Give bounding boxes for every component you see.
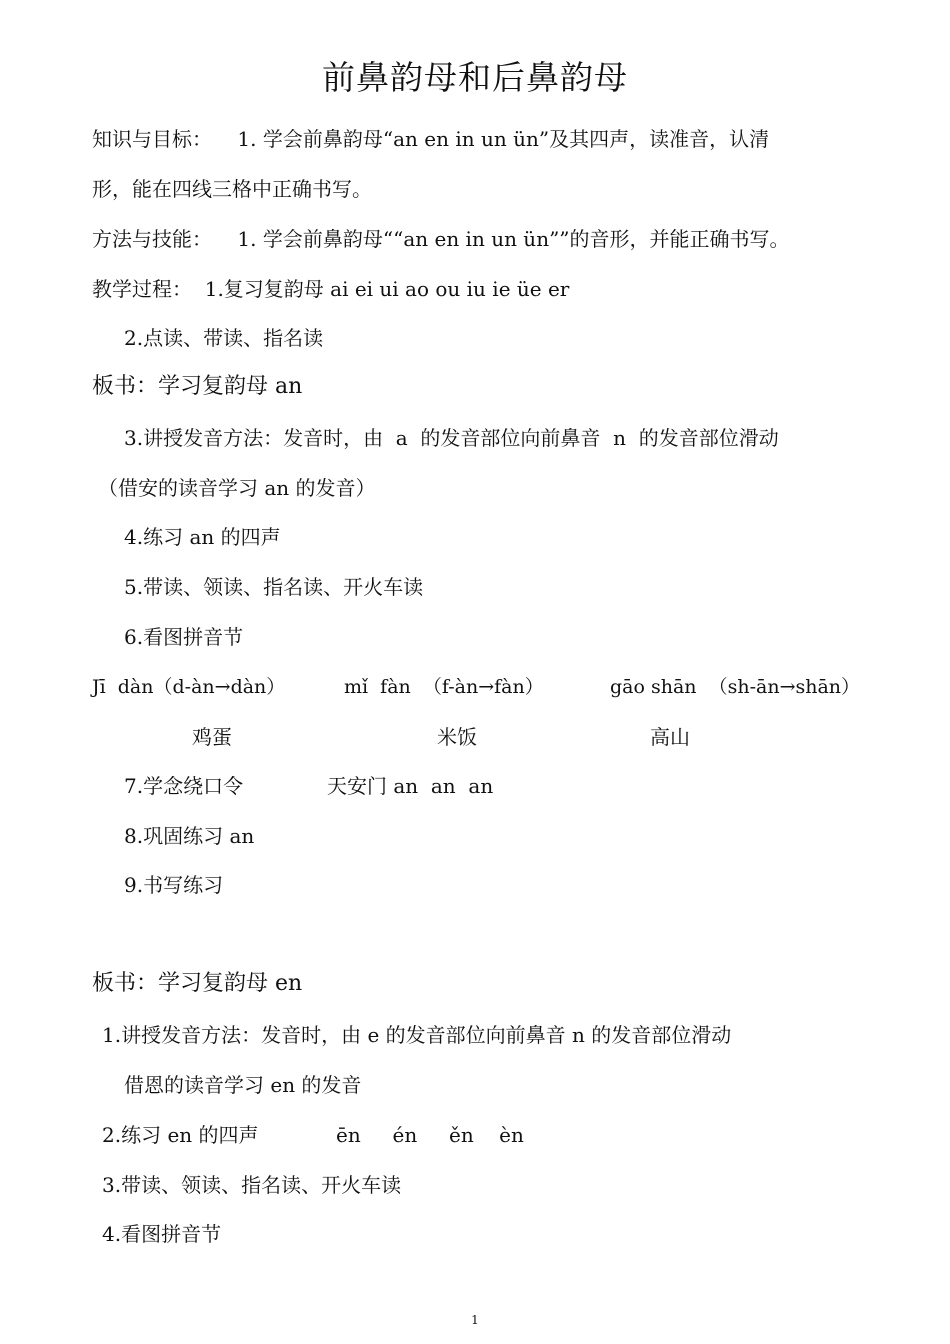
pinyin-mifan: mǐ fàn （f-àn→fàn） <box>344 676 544 698</box>
step-2: 2.点读、带读、指名读 <box>124 326 324 350</box>
word-jidan: 鸡蛋 <box>192 725 232 749</box>
method-line: 方法与技能： 1. 学会前鼻韵母““an en in un ün””的音形，并能正确书写。 <box>92 227 790 251</box>
process-line: 教学过程： 1.复习复韵母 ai ei ui ao ou iu ie üe er <box>92 277 570 301</box>
board-en: 板书：学习复韵母 en <box>92 971 303 996</box>
en-step-2: 2.练习 en 的四声 <box>102 1123 259 1147</box>
en-step-1: 1.讲授发音方法：发音时，由 e 的发音部位向前鼻音 n 的发音部位滑动 <box>102 1023 732 1047</box>
step-8: 8.巩固练习 an <box>124 824 255 848</box>
pinyin-jidan: Jī dàn（d-àn→dàn） <box>92 676 286 698</box>
goal-line: 知识与目标： 1. 学会前鼻韵母“an en in un ün”及其四声，读准音，认清 <box>92 127 770 151</box>
en-step-1-note: 借恩的读音学习 en 的发音 <box>124 1073 362 1097</box>
word-mifan: 米饭 <box>437 725 477 749</box>
step-3-note: （借安的读音学习 an 的发音） <box>98 476 376 500</box>
step-3: 3.讲授发音方法：发音时，由 a 的发音部位向前鼻音 n 的发音部位滑动 <box>124 426 779 450</box>
step-9: 9.书写练习 <box>124 873 224 897</box>
tongue-twister: 天安门 an an an <box>327 774 494 798</box>
goal-line-cont: 形，能在四线三格中正确书写。 <box>92 177 372 201</box>
step-6: 6.看图拼音节 <box>124 625 244 649</box>
pinyin-gaoshan: gāo shān （sh-ān→shān） <box>610 676 861 698</box>
en-step-4: 4.看图拼音节 <box>102 1222 222 1246</box>
step-5: 5.带读、领读、指名读、开火车读 <box>124 575 424 599</box>
en-tones: ēn én ěn èn <box>336 1123 524 1147</box>
step-4: 4.练习 an 的四声 <box>124 525 281 549</box>
word-gaoshan: 高山 <box>650 725 690 749</box>
page-number: 1 <box>471 1313 479 1327</box>
page-title: 前鼻韵母和后鼻韵母 <box>322 58 628 97</box>
en-step-3: 3.带读、领读、指名读、开火车读 <box>102 1173 402 1197</box>
board-an: 板书：学习复韵母 an <box>92 374 303 399</box>
step-7: 7.学念绕口令 <box>124 774 244 798</box>
